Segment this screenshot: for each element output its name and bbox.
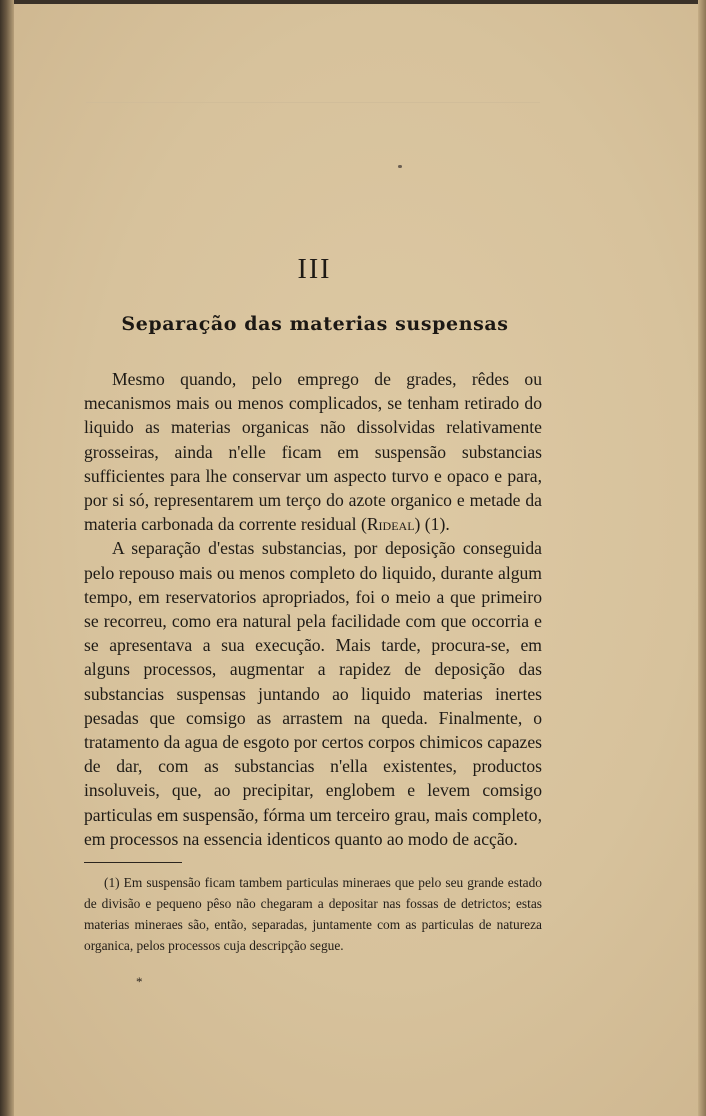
paragraph-1-end: ) (1).	[414, 514, 450, 535]
paragraph-2: A separação d'estas substancias, por deposição conseguida pelo repouso mais ou menos completo do liquido, durante algum tempo, em reservatorios apropriados, foi o meio a que primeiro se recorreu, como era natural pela facilidade com que occorria e se apresentava a sua execução. Mais tarde, procura-se, em alguns processos, augmentar a rapidez de deposição das substancias suspensas juntando ao liquido materias inertes pesadas que comsigo as arrastem na queda. Finalmente, o tratamento da agua de esgoto por certos corpos chimicos capazes de dar, com as substancias n'ella existentes, productos insoluveis, que, ao precipitar, englobem e levem comsigo particulas em suspensão, fórma um terceiro grau, mais completo, em processos na essencia identicos quanto ao modo de acção.	[84, 538, 542, 849]
footnote-rule	[84, 862, 182, 863]
bleed-through-rule	[86, 102, 540, 103]
ink-speck	[398, 165, 402, 168]
footnote-text: (1) Em suspensão ficam tambem particulas mineraes que pelo seu grande estado de divisão e pequeno pêso não chegaram a depositar nas fossas de detrictos; estas materias mineraes são, então, separadas, juntamente com as particulas de natureza organica, pelos processos cuja descripção segue.	[84, 875, 542, 953]
signature-mark: *	[136, 974, 143, 989]
paragraph-1	[84, 367, 542, 536]
page-right-edge	[698, 0, 706, 1116]
chapter-number: III	[297, 254, 332, 285]
paragraph-1-text: Mesmo quando, pelo emprego de grades, rêdes ou mecanismos mais ou menos complicados, se tenham retirado do liquido as materias organicas não dissolvidas relativamente grosseiras, ainda n'elle ficam em suspensão substancias sufficientes para lhe conservar um aspecto turvo e opaco e para, por si só, representarem um terço do azote organico e metade da materia carbonada da corrente residual (	[84, 369, 542, 535]
page-top-edge	[0, 0, 706, 4]
body-text	[84, 367, 542, 851]
footnote	[84, 872, 542, 956]
page-binding-shadow	[0, 0, 14, 1116]
section-title: Separação das materias suspensas	[121, 313, 509, 335]
author-name: Rideal	[366, 514, 415, 535]
